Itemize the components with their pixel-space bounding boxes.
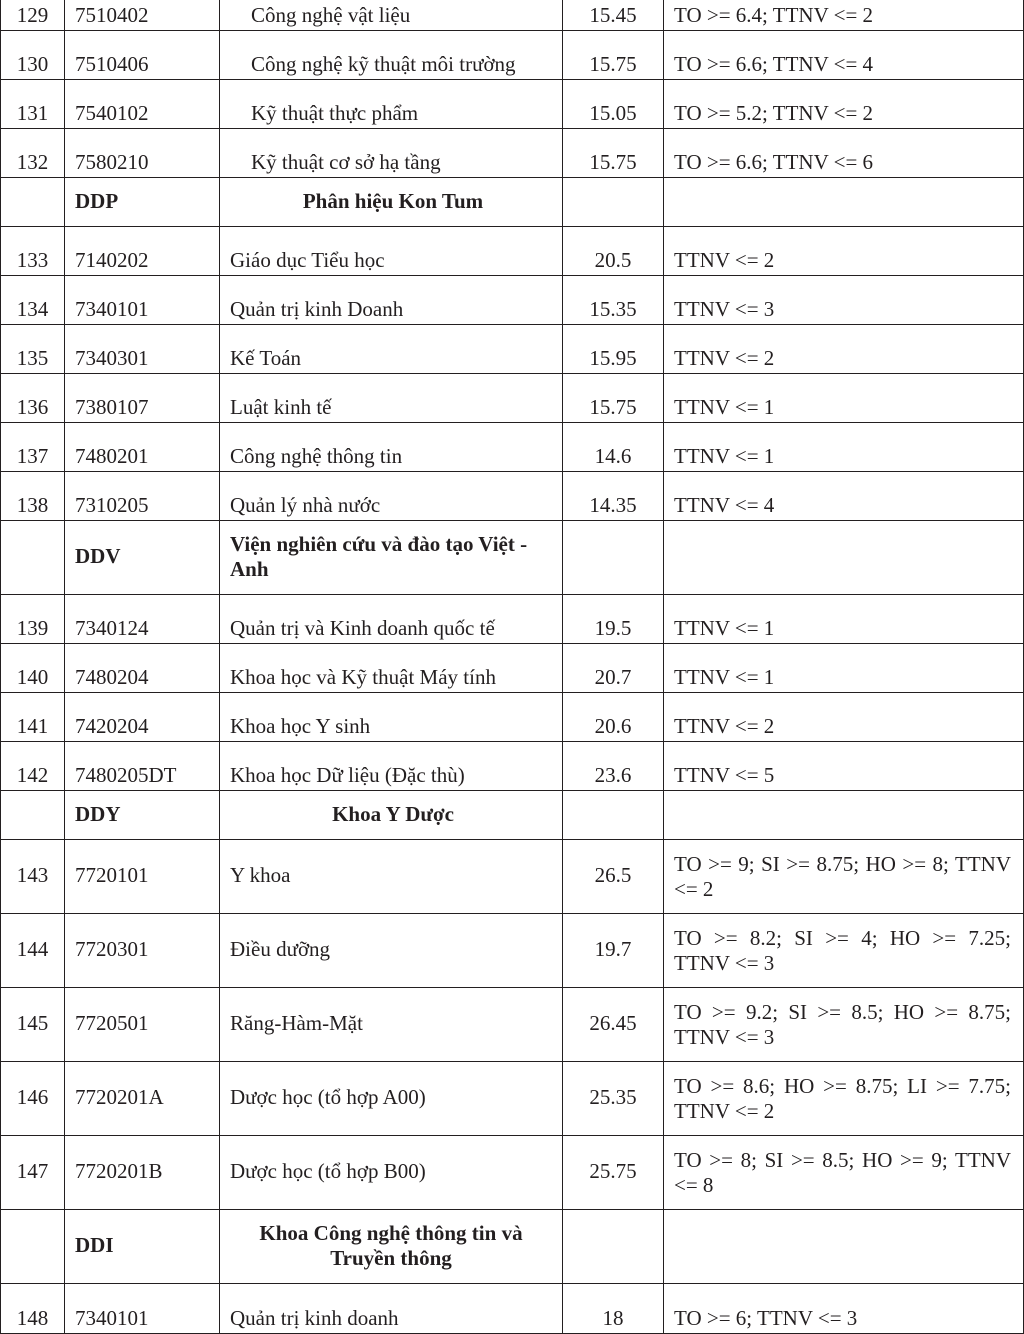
table-row (1, 227, 1024, 276)
table-row (1, 595, 1024, 644)
major-name: Công nghệ thông tin (220, 423, 563, 472)
tiebreak-condition: TO >= 6; TTNV <= 3 (664, 1284, 1024, 1334)
table-row (1, 129, 1024, 178)
table-row (1, 80, 1024, 129)
major-code: 7140202 (65, 227, 220, 276)
row-number: 138 (1, 472, 65, 521)
section-title: Phân hiệu Kon Tum (220, 178, 563, 227)
major-code: 7480201 (65, 423, 220, 472)
tiebreak-condition: TO >= 8.6; HO >= 8.75; LI >= 7.75; TTNV <= 2 (664, 1062, 1024, 1136)
major-name: Kỹ thuật thực phẩm (220, 80, 563, 129)
cutoff-score: 25.35 (563, 1062, 664, 1136)
major-code: 7340301 (65, 325, 220, 374)
table-row (1, 1062, 1024, 1136)
tiebreak-condition: TTNV <= 2 (664, 227, 1024, 276)
row-number: 146 (1, 1062, 65, 1136)
major-code: 7380107 (65, 374, 220, 423)
major-code: 7340124 (65, 595, 220, 644)
row-number: 135 (1, 325, 65, 374)
cutoff-score: 15.95 (563, 325, 664, 374)
cutoff-score: 20.7 (563, 644, 664, 693)
section-row (1, 178, 1024, 227)
tiebreak-condition-empty (664, 1210, 1024, 1284)
major-code: 7720101 (65, 840, 220, 914)
major-name: Giáo dục Tiểu học (220, 227, 563, 276)
row-number: 145 (1, 988, 65, 1062)
major-code: 7720301 (65, 914, 220, 988)
row-number-empty (1, 1210, 65, 1284)
section-code: DDI (65, 1210, 220, 1284)
major-code: 7420204 (65, 693, 220, 742)
row-number: 142 (1, 742, 65, 791)
cutoff-score: 15.75 (563, 129, 664, 178)
cutoff-score: 19.7 (563, 914, 664, 988)
row-number: 132 (1, 129, 65, 178)
major-code: 7720501 (65, 988, 220, 1062)
cutoff-score-empty (563, 178, 664, 227)
table-row (1, 472, 1024, 521)
major-code: 7510402 (65, 0, 220, 31)
major-code: 7340101 (65, 1284, 220, 1334)
cutoff-score: 23.6 (563, 742, 664, 791)
cutoff-score: 19.5 (563, 595, 664, 644)
major-code: 7510406 (65, 31, 220, 80)
major-name: Luật kinh tế (220, 374, 563, 423)
row-number: 129 (1, 0, 65, 31)
tiebreak-condition: TO >= 9; SI >= 8.75; HO >= 8; TTNV <= 2 (664, 840, 1024, 914)
table-row (1, 0, 1024, 31)
row-number: 130 (1, 31, 65, 80)
major-code: 7480205DT (65, 742, 220, 791)
major-name: Dược học (tổ hợp A00) (220, 1062, 563, 1136)
tiebreak-condition-empty (664, 521, 1024, 595)
row-number: 137 (1, 423, 65, 472)
cutoff-score: 15.75 (563, 374, 664, 423)
cutoff-score: 14.6 (563, 423, 664, 472)
major-code: 7720201B (65, 1136, 220, 1210)
section-row (1, 1210, 1024, 1284)
major-name: Quản lý nhà nước (220, 472, 563, 521)
section-code: DDY (65, 791, 220, 840)
tiebreak-condition: TTNV <= 1 (664, 374, 1024, 423)
row-number: 139 (1, 595, 65, 644)
section-title: Viện nghiên cứu và đào tạo Việt - Anh (220, 521, 563, 595)
cutoff-score-empty (563, 521, 664, 595)
table-row (1, 914, 1024, 988)
section-code: DDV (65, 521, 220, 595)
row-number: 144 (1, 914, 65, 988)
tiebreak-condition-empty (664, 178, 1024, 227)
tiebreak-condition: TO >= 8; SI >= 8.5; HO >= 9; TTNV <= 8 (664, 1136, 1024, 1210)
cutoff-score: 15.05 (563, 80, 664, 129)
tiebreak-condition: TO >= 9.2; SI >= 8.5; HO >= 8.75; TTNV <= 3 (664, 988, 1024, 1062)
major-name: Dược học (tổ hợp B00) (220, 1136, 563, 1210)
row-number-empty (1, 791, 65, 840)
section-title: Khoa Công nghệ thông tin và Truyền thông (220, 1210, 563, 1284)
cutoff-score: 15.75 (563, 31, 664, 80)
major-code: 7480204 (65, 644, 220, 693)
cutoff-score: 15.45 (563, 0, 664, 31)
tiebreak-condition: TTNV <= 1 (664, 644, 1024, 693)
major-name: Quản trị kinh doanh (220, 1284, 563, 1334)
row-number: 143 (1, 840, 65, 914)
major-name: Khoa học và Kỹ thuật Máy tính (220, 644, 563, 693)
major-name: Khoa học Y sinh (220, 693, 563, 742)
table-row (1, 988, 1024, 1062)
table-row (1, 644, 1024, 693)
row-number-empty (1, 178, 65, 227)
major-code: 7340101 (65, 276, 220, 325)
tiebreak-condition: TTNV <= 2 (664, 693, 1024, 742)
tiebreak-condition: TTNV <= 1 (664, 423, 1024, 472)
cutoff-score: 26.45 (563, 988, 664, 1062)
table-row (1, 325, 1024, 374)
tiebreak-condition: TO >= 8.2; SI >= 4; HO >= 7.25; TTNV <= 3 (664, 914, 1024, 988)
row-number: 148 (1, 1284, 65, 1334)
major-name: Răng-Hàm-Mặt (220, 988, 563, 1062)
cutoff-score: 18 (563, 1284, 664, 1334)
major-code: 7720201A (65, 1062, 220, 1136)
tiebreak-condition: TTNV <= 1 (664, 595, 1024, 644)
row-number: 141 (1, 693, 65, 742)
cutoff-score: 20.5 (563, 227, 664, 276)
section-title: Khoa Y Dược (220, 791, 563, 840)
major-code: 7580210 (65, 129, 220, 178)
table-row (1, 31, 1024, 80)
row-number: 140 (1, 644, 65, 693)
table-row (1, 276, 1024, 325)
major-name: Kế Toán (220, 325, 563, 374)
table-row (1, 423, 1024, 472)
row-number: 134 (1, 276, 65, 325)
table-row (1, 374, 1024, 423)
major-name: Điều dưỡng (220, 914, 563, 988)
tiebreak-condition: TO >= 6.6; TTNV <= 6 (664, 129, 1024, 178)
cutoff-score-empty (563, 1210, 664, 1284)
section-row (1, 521, 1024, 595)
table-row (1, 840, 1024, 914)
row-number-empty (1, 521, 65, 595)
section-code: DDP (65, 178, 220, 227)
cutoff-score: 26.5 (563, 840, 664, 914)
section-row (1, 791, 1024, 840)
cutoff-score: 14.35 (563, 472, 664, 521)
table-row (1, 1284, 1024, 1334)
row-number: 147 (1, 1136, 65, 1210)
major-code: 7310205 (65, 472, 220, 521)
row-number: 136 (1, 374, 65, 423)
major-name: Quản trị và Kinh doanh quốc tế (220, 595, 563, 644)
table-row (1, 693, 1024, 742)
cutoff-score-empty (563, 791, 664, 840)
table-row (1, 1136, 1024, 1210)
tiebreak-condition: TTNV <= 4 (664, 472, 1024, 521)
tiebreak-condition: TO >= 6.4; TTNV <= 2 (664, 0, 1024, 31)
tiebreak-condition: TTNV <= 3 (664, 276, 1024, 325)
major-name: Quản trị kinh Doanh (220, 276, 563, 325)
table-row (1, 742, 1024, 791)
major-code: 7540102 (65, 80, 220, 129)
tiebreak-condition: TO >= 6.6; TTNV <= 4 (664, 31, 1024, 80)
cutoff-score: 20.6 (563, 693, 664, 742)
cutoff-score: 15.35 (563, 276, 664, 325)
major-name: Khoa học Dữ liệu (Đặc thù) (220, 742, 563, 791)
row-number: 133 (1, 227, 65, 276)
major-name: Công nghệ kỹ thuật môi trường (220, 31, 563, 80)
tiebreak-condition-empty (664, 791, 1024, 840)
major-name: Kỹ thuật cơ sở hạ tầng (220, 129, 563, 178)
row-number: 131 (1, 80, 65, 129)
major-name: Y khoa (220, 840, 563, 914)
cutoff-score: 25.75 (563, 1136, 664, 1210)
major-name: Công nghệ vật liệu (220, 0, 563, 31)
tiebreak-condition: TTNV <= 2 (664, 325, 1024, 374)
tiebreak-condition: TTNV <= 5 (664, 742, 1024, 791)
tiebreak-condition: TO >= 5.2; TTNV <= 2 (664, 80, 1024, 129)
